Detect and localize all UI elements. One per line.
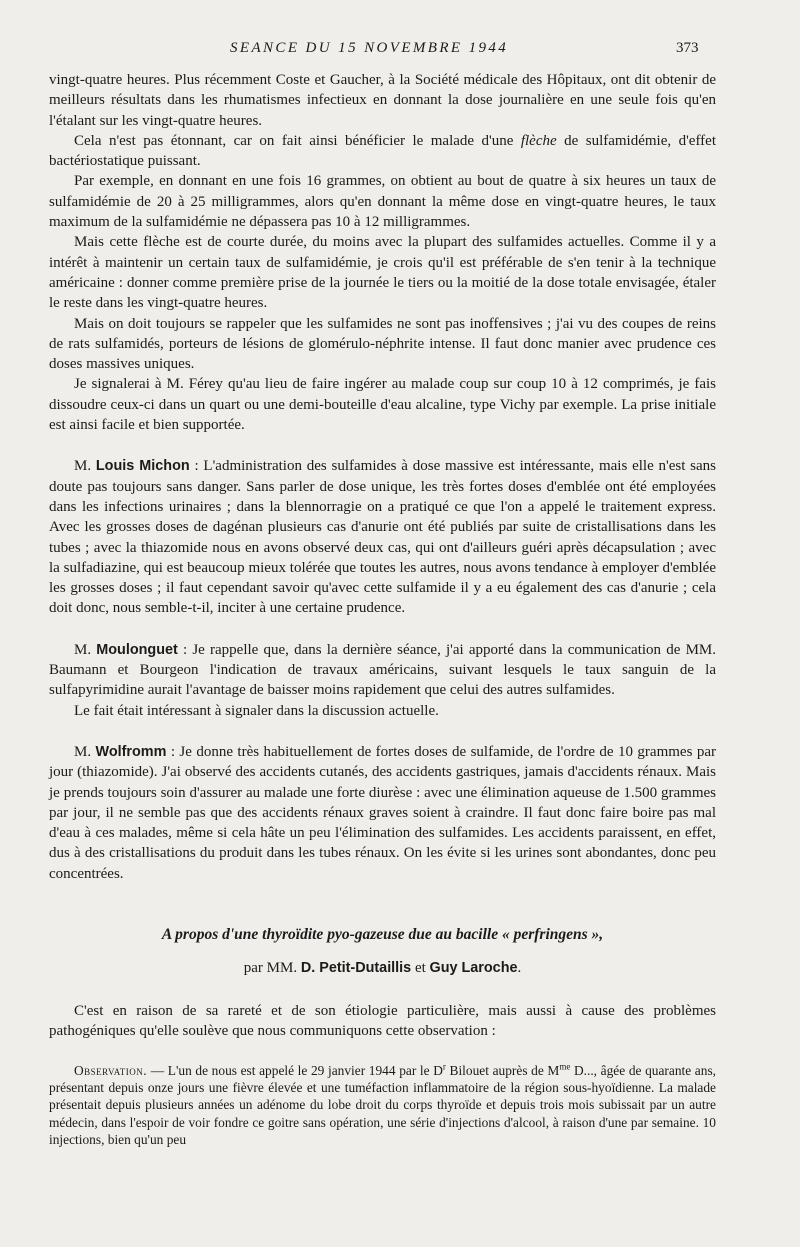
paragraph-text: Mais on doit toujours se rappeler que les sulfamides ne sont pas inoffensives ; j'ai vu des coupes de reins de rats sulfamidés, porteurs de lésions de glomérulo-néphrite intense. Il faut donc manier avec prudence ces doses massives uniques. xyxy=(49,315,716,373)
observation-block xyxy=(49,1062,716,1149)
paragraph-text: Cela n'est pas étonnant, car on fait ainsi bénéficier le malade d'une xyxy=(74,132,521,149)
paragraph-text: C'est en raison de sa rareté et de son étiologie particulière, mais aussi à cause des problèmes pathogéniques qu'elle soulève que nous communiquons cette observation : xyxy=(49,1002,716,1040)
page-body xyxy=(49,70,716,1149)
speaker-title: M. xyxy=(74,743,96,760)
paragraph-text: — L'un de nous est appelé le 29 janvier 1944 par le D xyxy=(147,1062,443,1078)
speaker-title: M. xyxy=(74,458,96,475)
discussion-moulonguet xyxy=(49,640,716,701)
paragraph-text: : Je donne très habituellement de fortes doses de sulfamide, de l'ordre de 10 grammes par jour (thiazomide). J'ai observé des accidents cutanés, des accidents gastriques, jamais d'accidents rénaux. Mais je prends toujours soin d'assurer au malade une forte diurèse : avec une élimination aqueuse de 1.500 grammes par jour, il ne semble pas que des accidents rénaux graves soient à craindre. Il faut donc faire boire pas mal d'eau à ces malades, même si cela hâte un peu l'élimination des sulfamides. Les accidents paraissent, en effet, dus à des cristallisations du produit dans les tubes rénaux. On les évite si les urines sont abondantes, donc peu concentrées. xyxy=(49,743,716,882)
paragraph-text: Bilouet auprès de M xyxy=(445,1062,560,1078)
paragraph xyxy=(49,70,716,131)
page-number: 373 xyxy=(676,40,699,56)
paragraph xyxy=(49,701,716,721)
observation-label: Observation. xyxy=(74,1062,148,1078)
paragraph-text: : L'administration des sulfamides à dose massive est intéressante, mais elle n'est sans doute pas toujours sans danger. Sans parler de dose unique, les très fortes doses d'emblée ont été employées dans les infections urinaires ; dans la blennorragie on a pratiqué ce que l'on a appelé le traitement express. Avec les grosses doses de dagénan plusieurs cas d'anurie ont été publiés par suite de cristallisations dans les tubes ; avec la thiazomide nous en avons observé deux cas, qui ont d'ailleurs guéri après décapsulation ; avec la sulfadiazine, qui est beaucoup mieux tolérée que toutes les autres, nous avons tendance à employer d'emblée les grosses doses ; il faut cependant savoir qu'avec cette sulfamide il y a eu également des cas d'anurie ; cela doit donc, nous semble-t-il, inciter à une certaine prudence. xyxy=(49,458,717,617)
paragraph-text: : Je rappelle que, dans la dernière séance, j'ai apporté dans la communication de MM. Baumann et Bourgeon l'indication de travaux américains, suivant lesquels le taux sanguin de la sulfapyrimidine aurait l'avantage de baisser moins rapidement que celui des autres sulfamides. xyxy=(49,641,716,699)
byline-conjunction: et xyxy=(411,959,430,976)
article-intro xyxy=(49,1001,716,1042)
discussion-michon xyxy=(49,456,716,618)
paragraph-text: vingt-quatre heures. Plus récemment Coste et Gaucher, à la Société médicale des Hôpitaux, ont dit obtenir de meilleurs résultats dans les rhumatismes infectieux en donnant la dose journalière en une seule fois qu'en l'étalant sur les vingt-quatre heures. xyxy=(49,72,716,129)
paragraph-text: Par exemple, en donnant en une fois 16 grammes, on obtient au bout de quatre à six heures un taux de sulfamidémie de 20 à 25 milligrammes, alors qu'en donnant la même dose en vingt-quatre heures, le taux maximum de la sulfamidémie ne dépassera pas 10 à 12 milligrammes. xyxy=(49,173,716,231)
speaker-name: Wolfromm xyxy=(95,743,167,760)
observation-paragraph xyxy=(49,1062,716,1149)
running-head: SEANCE DU 15 NOVEMBRE 1944 xyxy=(230,40,509,56)
paragraph-text: Je signalerai à M. Férey qu'au lieu de faire ingérer au malade coup sur coup 10 à 12 comprimés, je fais dissoudre ceux-ci dans un quart ou une demi-bouteille d'eau alcaline, type Vichy par exemple. La prise initiale est ainsi facile et bien supportée. xyxy=(49,376,716,434)
paragraph xyxy=(49,131,716,172)
paragraph xyxy=(49,171,716,232)
paragraph-text: Le fait était intéressant à signaler dans la discussion actuelle. xyxy=(74,702,439,719)
byline-end: . xyxy=(517,959,522,976)
article-byline xyxy=(49,957,716,979)
paragraph-text: D..., âgée de quarante ans, présentant depuis onze jours une fièvre élevée et une tuméfaction inflammatoire de la région sous-hyoïdienne. La malade présentait depuis plusieurs années un adénome du lobe droit du corps thyroïde et depuis trois mois subissait par un autre médecin, dans l'espoir de voir fondre ce goitre sans opération, une série d'injections d'alcool, à raison d'une par semaine. 10 injections, bien qu'un peu xyxy=(49,1062,717,1148)
superscript: me xyxy=(559,1061,571,1072)
discussion-wolfromm xyxy=(49,742,716,884)
superscript: r xyxy=(442,1061,446,1072)
paragraph xyxy=(49,374,716,435)
article-title: A propos d'une thyroïdite pyo-gazeuse due au bacille « perfringens », xyxy=(161,925,604,943)
author-name: D. Petit-Dutaillis xyxy=(300,959,412,976)
speaker-title: M. xyxy=(74,641,97,658)
speaker-name: Louis Michon xyxy=(95,458,190,475)
paragraph xyxy=(49,232,716,313)
author-name: Guy Laroche xyxy=(429,959,518,976)
paragraph-text: de sulfamidémie, d'effet bactériostatique puissant. xyxy=(49,132,716,170)
paragraph xyxy=(49,314,716,375)
byline-prefix: par MM. xyxy=(243,959,301,976)
speaker-name: Moulonguet xyxy=(96,641,178,658)
italic-term: flèche xyxy=(520,132,557,149)
paragraph-text: Mais cette flèche est de courte durée, du moins avec la plupart des sulfamides actuelles. Comme il y a intérêt à maintenir un certain taux de sulfamidémie, je crois qu'il est préférable de s'en tenir à la technique américaine : donner comme première prise de la journée le tiers ou la moitié de la dose totale envisagée, étaler le reste dans les vingt-quatre heures. xyxy=(49,234,716,312)
